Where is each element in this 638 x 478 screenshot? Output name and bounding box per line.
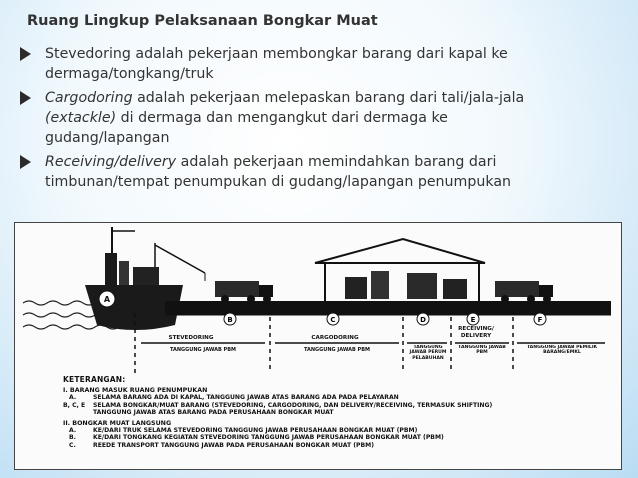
bullet-list — [20, 44, 620, 196]
bullet-text: adalah pekerjaan melepaskan barang dari tali/jala-jala — [132, 90, 525, 106]
port-operations-figure — [14, 222, 622, 470]
responsibility-pbm-delivery: TANGGUNG JAWAB PBM — [458, 345, 506, 356]
zone-label-e: E — [470, 316, 476, 324]
legend-row — [63, 427, 603, 435]
stage-label-delivery: DELIVERY — [460, 333, 492, 339]
legend-text: SELAMA BONGKAR/MUAT BARANG (STEVEDORING, CARGODORING, DAN DELIVERY/RECEIVING, TERMASUK SHIFTING) — [93, 401, 493, 409]
zone-label-c: C — [330, 316, 336, 324]
responsibility-stevedoring: TANGGUNG JAWAB PBM — [169, 347, 237, 353]
bullet-stevedoring — [20, 44, 620, 84]
zone-label-b: B — [227, 316, 233, 324]
zone-label-f: F — [537, 316, 543, 324]
legend-row — [63, 394, 603, 402]
warehouse-icon — [315, 239, 485, 301]
bullet-term: Cargodoring — [45, 90, 133, 106]
bullet-text: Stevedoring adalah pekerjaan membongkar barang dari kapal ke — [45, 46, 508, 62]
arrow-bullet-icon — [20, 155, 31, 169]
stage-label-stevedoring: STEVEDORING — [168, 335, 214, 341]
legend-code: B, C, E — [63, 401, 86, 409]
zone-label-a: A — [103, 295, 111, 304]
legend-text: TANGGUNG JAWAB ATAS BARANG PADA PERUSAHAAN BONGKAR MUAT — [93, 409, 334, 417]
legend-text: SELAMA BARANG ADA DI KAPAL, TANGGUNG JAWAB ATAS BARANG ADA PADA PELAYARAN — [93, 394, 399, 401]
legend-row — [63, 442, 603, 450]
arrow-bullet-icon — [20, 47, 31, 61]
legend-title: KETERANGAN: — [63, 375, 126, 384]
legend-text: KE/DARI TRUK SELAMA STEVEDORING TANGGUNG JAWAB PERUSAHAAN BONGKAR MUAT (PBM) — [93, 426, 418, 434]
legend-code: A. — [69, 426, 77, 434]
zone-label-d: D — [420, 316, 426, 324]
bullet-receiving-delivery — [20, 152, 620, 192]
slide-title: Ruang Lingkup Pelaksanaan Bongkar Muat — [27, 13, 378, 29]
responsibility-owner: TANGGUNG JAWAB PEMILIK BARANG/EMKL — [526, 345, 598, 356]
bullet-text: timbunan/tempat penumpukan di gudang/lapangan penumpukan — [45, 174, 512, 190]
stage-label-cargodoring: CARGODORING — [311, 335, 359, 341]
legend-code: B. — [69, 434, 76, 442]
legend-text: REEDE TRANSPORT TANGGUNG JAWAB PADA PERUSAHAAN BONGKAR MUAT (PBM) — [93, 441, 374, 449]
bullet-text: adalah pekerjaan memindahkan barang dari — [176, 154, 497, 170]
bullet-text: gudang/lapangan — [45, 130, 170, 146]
arrow-bullet-icon — [20, 91, 31, 105]
stage-label-receiving: RECEIVING/ — [458, 326, 494, 332]
legend-text: KE/DARI TONGKANG KEGIATAN STEVEDORING TANGGUNG JAWAB PERUSAHAAN BONGKAR MUAT (PBM) — [93, 434, 444, 442]
legend-code: C. — [69, 441, 76, 449]
bullet-text: dermaga/tongkang/truk — [45, 66, 214, 82]
responsibility-cargodoring: TANGGUNG JAWAB PBM — [303, 347, 371, 353]
bullet-term-inline: (extackle) — [45, 110, 117, 126]
bullet-cargodoring — [20, 88, 620, 148]
legend-row — [63, 409, 603, 417]
legend-section-heading: II. BONGKAR MUAT LANGSUNG — [63, 419, 172, 427]
bullet-term: Receiving/delivery — [45, 154, 177, 170]
diagram-legend — [63, 375, 603, 450]
legend-code: A. — [69, 394, 77, 401]
legend-section-heading: I. BARANG MASUK RUANG PENUMPUKAN — [63, 387, 208, 394]
truck-icon — [495, 281, 553, 303]
bullet-text: di dermaga dan mengangkut dari dermaga ke — [116, 110, 448, 126]
responsibility-perum: TANGGUNG JAWAB PERUM PELABUHAN — [409, 345, 447, 361]
legend-row — [63, 434, 603, 442]
truck-icon — [215, 281, 273, 303]
legend-row — [63, 402, 603, 410]
